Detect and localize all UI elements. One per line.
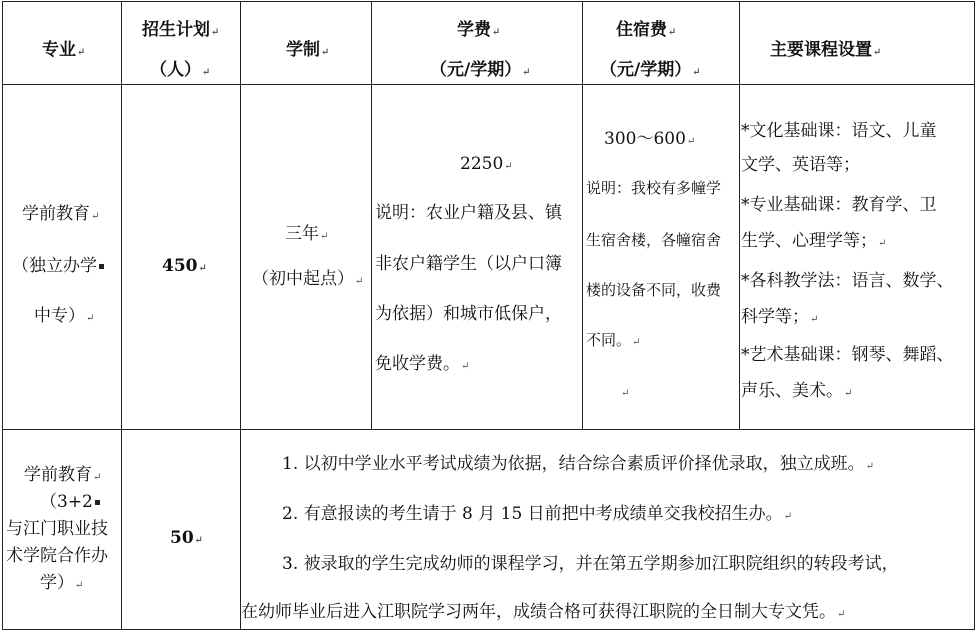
row1-tuition-note: 为依据）和城市低保户，	[375, 304, 562, 324]
header-major: 专业↵	[42, 40, 86, 60]
course-line: 声乐、美术。↵	[741, 381, 853, 401]
row1-tuition-note: 说明：农业户籍及县、镇	[375, 203, 562, 223]
row2-note-3-clip	[241, 545, 974, 575]
header-tuition-line2: （元/学期）↵	[430, 60, 531, 80]
row2-note-3: 3. 被录取的学生完成幼师的课程学习，并在第五学期参加江职院组织的转段考试，	[282, 554, 899, 574]
row1-tuition-note: 非农户籍学生（以户口簿	[375, 254, 562, 274]
header-courses: 主要课程设置↵	[770, 40, 882, 60]
row2-major-line1: 学前教育↵	[24, 465, 102, 485]
row1-tuition-amount: 2250↵	[460, 154, 513, 174]
header-plan-line1: 招生计划↵	[142, 20, 220, 40]
row-divider	[2, 429, 975, 430]
column-divider	[582, 1, 583, 429]
row2-note-4: 在幼师毕业后进入江职院学习两年，成绩合格可获得江职院的全日制大专文凭。↵	[241, 602, 846, 622]
row1-tuition-note: 免收学费。↵	[375, 354, 470, 374]
row1-dorm-empty-paragraph: ↵	[621, 388, 630, 399]
header-plan-line2: （人）↵	[150, 60, 211, 80]
row2-major-line3: 与江门职业技	[6, 519, 108, 539]
row2-major-line2: （3+2	[40, 494, 102, 511]
row1-major-line2: （独立办学	[12, 258, 106, 275]
table-border-left	[2, 1, 3, 630]
bullet-dot-icon	[99, 264, 104, 269]
column-divider	[371, 1, 372, 429]
row2-plan: 50↵	[170, 528, 204, 548]
row2-note-1: 1. 以初中学业水平考试成绩为依据，结合综合素质评价择优录取，独立成班。↵	[282, 454, 875, 474]
row1-dorm-note: 楼的设备不同，收费	[586, 281, 722, 299]
course-line: 生学、心理学等；↵	[741, 231, 887, 251]
row1-dorm-amount: 300～600↵	[604, 129, 696, 149]
header-dorm-line2: （元/学期）↵	[600, 60, 701, 80]
row2-note-2: 2. 有意报读的考生请于 8 月 15 日前把中考成绩单交我校招生办。↵	[282, 504, 793, 524]
header-duration: 学制↵	[286, 40, 330, 60]
table-border-right	[974, 1, 975, 630]
row2-major-line5: 学）↵	[40, 573, 84, 593]
row1-dorm-note: 说明：我校有多幢学	[586, 179, 722, 197]
course-line: *艺术基础课：钢琴、舞蹈、	[741, 345, 954, 365]
column-divider	[240, 1, 241, 630]
table-border-bottom	[2, 629, 975, 630]
course-line: 文学、英语等；	[741, 155, 860, 175]
course-line: 科学等；↵	[741, 307, 819, 327]
row1-duration-line2: （初中起点）↵	[252, 269, 364, 289]
course-line: *各科教学法：语言、数学、	[741, 271, 954, 291]
course-line: *专业基础课：教育学、卫	[741, 195, 937, 215]
row1-dorm-note: 生宿舍楼，各幢宿舍	[586, 231, 722, 249]
row1-major-line1: 学前教育↵	[22, 204, 100, 224]
row1-courses-cell	[740, 85, 974, 429]
bullet-dot-icon	[95, 500, 100, 505]
row1-dorm-note: 不同。↵	[586, 331, 641, 349]
header-dorm-line1: 住宿费↵	[616, 20, 677, 40]
course-line: *文化基础课：语文、儿童	[741, 121, 937, 141]
row1-plan: 450↵	[162, 256, 207, 276]
table-border-top	[2, 1, 975, 2]
row1-major-line3: 中专）↵	[34, 306, 95, 326]
column-divider	[121, 1, 122, 630]
header-tuition-line1: 学费↵	[457, 20, 501, 40]
row1-duration-line1: 三年↵	[285, 224, 329, 244]
row2-major-line4: 术学院合作办	[6, 546, 108, 566]
